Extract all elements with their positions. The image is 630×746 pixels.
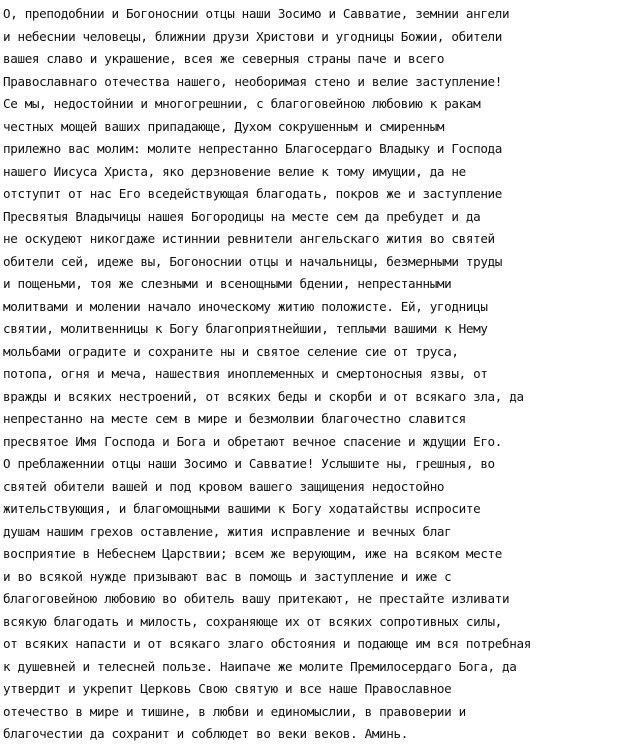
text-line-3: вашея славо и украшение, всея же северныя страны паче и всего: [3, 51, 445, 66]
text-line-1: О, преподобнии и Богоноснии отцы наши Зосимо и Савватие, земнии ангели: [3, 6, 510, 21]
text-line-7: прилежно вас молим: молите непрестанно Благосердаго Владыку и Господа: [3, 141, 503, 156]
text-line-19: непрестанно на месте сем в мире и безмолвии благочестно славится: [3, 411, 466, 426]
text-line-2: и небеснии человецы, ближнии друзи Христови и угодницы Божии, обители: [3, 28, 503, 44]
text-line-18: вражды и всяких нестроений, от всяких беды и скорби и от всякаго зла, да: [3, 388, 524, 404]
text-line-33: благочестии да сохранит и соблюдет во веки веков. Аминь.: [3, 726, 408, 741]
text-line-28: всякую благодать и милость, сохраняюще их от всяких сопротивных силы,: [3, 613, 503, 629]
text-line-22: святей обители вашей и под кровом вашего защищения недостойно: [3, 478, 445, 494]
text-line-30: к душевней и телесней пользе. Наипаче же молите Премилосердаго Бога, да: [3, 658, 517, 674]
text-line-16: мольбами оградите и сохраните ны и святое селение сие от труса,: [3, 343, 459, 359]
text-line-6: честных мощей ваших припадающе, Духом сокрушенным и смиренным: [3, 118, 445, 134]
text-line-20: пресвятое Имя Господа и Бога и обретают вечное спасение и ждущии Его.: [3, 433, 503, 449]
text-line-32: отечество в мире и тишине, в любви и единомыслии, в правоверии и: [3, 703, 466, 719]
text-line-24: душам нашим грехов оставление, жития исправление и вечных благ: [3, 523, 452, 539]
text-line-8: нашего Иисуса Христа, яко дерзновение велие к тому имущии, да не: [3, 163, 466, 179]
text-line-26: и во всякой нужде призывают вас в помощь и заступление и иже с: [3, 568, 452, 584]
text-line-11: не оскудеют никогдаже истиннии ревнители ангельскаго жития во святей: [3, 231, 495, 246]
text-line-27: благоговейною любовию во обитель вашу притекают, не престайте изливати: [3, 591, 510, 606]
text-line-21: О преблаженнии отцы наши Зосимо и Савватие! Услышите ны, грешныя, во: [3, 456, 495, 471]
text-line-17: потопа, огня и меча, нашествия иноплеменных и смертоносныя язвы, от: [3, 366, 488, 381]
text-line-4: Православнаго отечества нашего, необоримая стено и велие заступление!: [3, 73, 503, 89]
text-line-14: молитвами и молении начало иноческому житию положисте. Ей, угодницы: [3, 298, 488, 314]
text-line-31: утвердит и укрепит Церковь Свою святую и все наше Православное: [3, 681, 452, 696]
text-line-13: и пощеньми, тоя же слезными и всенощными бдении, непрестанными: [3, 276, 452, 291]
text-line-15: святии, молитвенницы к Богу благоприятнейшии, теплыми вашими к Нему: [3, 321, 488, 336]
text-line-9: отступит от нас Его вседействующая благодать, покров же и заступление: [3, 186, 503, 201]
text-line-29: от всяких напасти и от всякаго злаго обстояния и подающе им вся потребная: [3, 636, 531, 651]
text-line-10: Пресвятыя Владычицы нашея Богородицы на месте сем да пребудет и да: [3, 208, 481, 224]
text-line-25: восприятие в Небеснем Царствии; всем же верующим, иже на всяком месте: [3, 546, 503, 561]
text-line-12: обители сей, идеже вы, Богоноснии отцы и начальницы, безмерными труды: [3, 253, 503, 269]
text-line-23: жительствующия, и благомощными вашими к Богу ходатайствы испросите: [3, 501, 481, 516]
prayer-text: [3, 3, 628, 746]
text-line-5: Се мы, недостойнии и многогрешнии, с благоговейною любовию к ракам: [3, 96, 481, 111]
